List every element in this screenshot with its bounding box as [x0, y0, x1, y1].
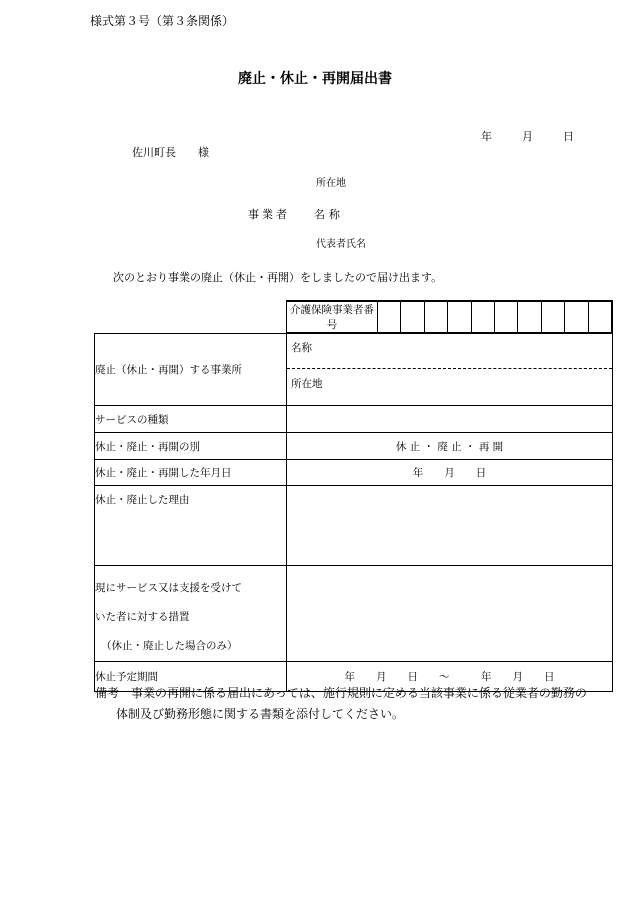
- measures-label-line: 現にサービス又は支援を受けて: [95, 582, 242, 594]
- measures-label-line: （休止・廃止した場合のみ）: [101, 640, 238, 652]
- applicant-business-label: 事業者: [248, 208, 290, 221]
- intro-text: 次のとおり事業の廃止（休止・再開）をしましたので届け出ます。: [113, 271, 443, 284]
- provider-number-cell: [287, 301, 613, 334]
- provider-digit-box[interactable]: [541, 302, 564, 333]
- date-label: 休止・廃止・再開した年月日: [95, 460, 287, 486]
- date-day-label: 日: [563, 130, 574, 143]
- provider-digit-box[interactable]: [565, 302, 588, 333]
- notification-table: [94, 300, 613, 692]
- provider-digit-box[interactable]: [588, 302, 611, 333]
- provider-digit-box[interactable]: [471, 302, 494, 333]
- category-options[interactable]: 休 止 ・ 廃 止 ・ 再 開: [287, 433, 613, 460]
- measures-label: [95, 566, 287, 662]
- applicant-representative-label: 代表者氏名: [316, 239, 366, 250]
- office-cell: [287, 334, 613, 406]
- remarks-line-1: 備考 事業の再開に係る届出にあっては、施行規則に定める当該事業に係る従業者の勤務の: [95, 686, 587, 700]
- date-field[interactable]: 年 月 日: [287, 460, 613, 486]
- form-number: 様式第３号（第３条関係）: [90, 14, 235, 28]
- applicant-address-label: 所在地: [316, 178, 346, 189]
- office-address-label[interactable]: 所在地: [287, 368, 612, 405]
- service-type-field[interactable]: [287, 406, 613, 433]
- provider-number-label: 介護保険事業者番号: [287, 302, 378, 333]
- period-field[interactable]: 年 月 日 ～ 年 月 日: [287, 662, 613, 692]
- reason-label: 休止・廃止した理由: [95, 486, 287, 566]
- provider-digit-box[interactable]: [424, 302, 447, 333]
- provider-digit-box[interactable]: [378, 302, 401, 333]
- measures-field[interactable]: [287, 566, 613, 662]
- service-type-label: サービスの種類: [95, 406, 287, 433]
- date-year-label: 年: [481, 130, 492, 143]
- period-label: 休止予定期間: [95, 662, 287, 692]
- remarks-line-2: 体制及び勤務形態に関する書類を添付してください。: [116, 707, 405, 721]
- category-label: 休止・廃止・再開の別: [95, 433, 287, 460]
- date-month-label: 月: [522, 130, 533, 143]
- office-name-label[interactable]: 名称: [291, 342, 312, 354]
- submission-date: [481, 131, 574, 142]
- addressee: 佐川町長 様: [132, 146, 209, 159]
- applicant-name-label: 名称: [314, 208, 344, 221]
- page-title: 廃止・休止・再開届出書: [238, 71, 392, 87]
- provider-digit-box[interactable]: [448, 302, 471, 333]
- provider-digit-box[interactable]: [401, 302, 424, 333]
- reason-field[interactable]: [287, 486, 613, 566]
- office-label: 廃止（休止・再開）する事業所: [95, 334, 287, 406]
- provider-digit-box[interactable]: [518, 302, 541, 333]
- provider-digit-box[interactable]: [494, 302, 517, 333]
- measures-label-line: いた者に対する措置: [95, 611, 190, 623]
